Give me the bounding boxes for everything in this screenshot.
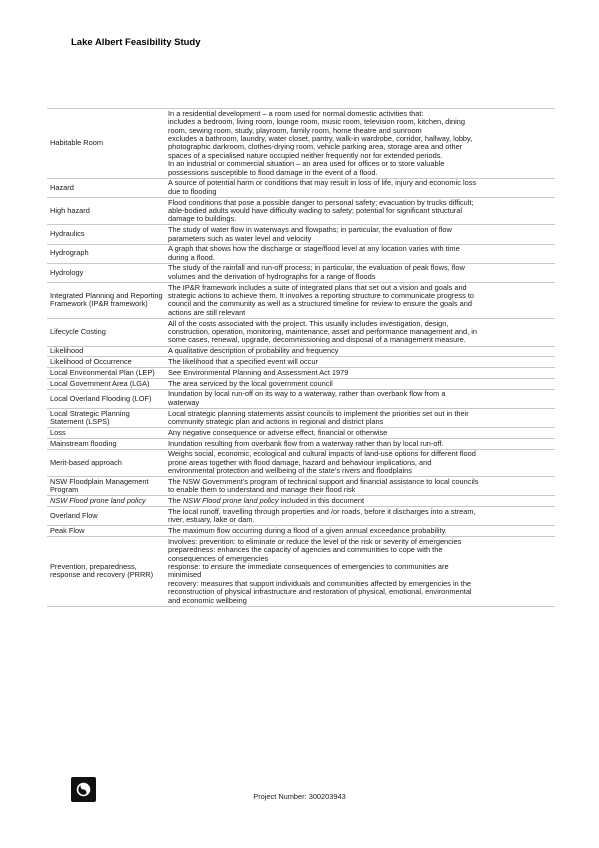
glossary-term: Likelihood [47, 346, 165, 357]
glossary-definition [165, 225, 555, 244]
glossary-row [47, 346, 555, 357]
definition-line: reconstruction of physical infrastructure and restoration of physical, emotional, environmental [168, 587, 472, 597]
glossary-term: Peak Flow [47, 526, 165, 537]
glossary-definition [165, 244, 555, 263]
glossary-row [47, 408, 555, 427]
glossary-row [47, 449, 555, 477]
definition-line: construction, operation, monitoring, maintenance, asset and performance management and, in [168, 327, 477, 337]
glossary-term: Local Government Area (LGA) [47, 378, 165, 389]
glossary-definition [165, 378, 555, 389]
definition-line: The local runoff, travelling through properties and /or roads, before it discharges into a stream, [168, 506, 476, 516]
definition-line: environmental protection and wellbeing of the state’s rivers and floodplains [168, 466, 412, 476]
definition-line: preparedness: enhances the capacity of agencies and communities to cope with the [168, 545, 443, 555]
definition-line: The area serviced by the local government council [168, 378, 333, 388]
definition-line: Inundation by local run-off on its way to a waterway, rather than overbank flow from a [168, 389, 446, 399]
definition-line: excludes a bathroom, laundry, water closet, pantry, walk-in wardrobe, corridor, hallway, lobby, [168, 133, 473, 143]
glossary-row [47, 507, 555, 526]
definition-line: A qualitative description of probability and frequency [168, 346, 339, 356]
document-title: Lake Albert Feasibility Study [71, 37, 201, 48]
definition-line: possessions susceptible to flood damage in the event of a flood. [168, 167, 378, 177]
definition-line: volumes and the derivation of hydrographs for a range of floods [168, 271, 376, 281]
glossary-term: Merit-based approach [47, 449, 165, 477]
glossary-row [47, 389, 555, 408]
glossary-row [47, 357, 555, 368]
glossary-term: Hydrology [47, 263, 165, 282]
glossary-row [47, 263, 555, 282]
glossary-term: Overland Flow [47, 507, 165, 526]
glossary-term: Prevention, preparedness, response and recovery (PRRR) [47, 537, 165, 607]
glossary-term: Habitable Room [47, 109, 165, 179]
glossary-term: Hazard [47, 178, 165, 197]
glossary-term: NSW Floodplain Management Program [47, 477, 165, 496]
definition-line: All of the costs associated with the project. This usually includes investigation, design, [168, 318, 449, 328]
definition-line: to enable them to understand and manage their flood risk [168, 485, 356, 495]
glossary-term: Loss [47, 428, 165, 439]
glossary-row [47, 378, 555, 389]
glossary-definition [165, 408, 555, 427]
definition-line: photographic darkroom, clothes-drying room, vehicle parking area, storage area and other [168, 142, 463, 152]
glossary-definition [165, 282, 555, 318]
glossary-row [47, 244, 555, 263]
definition-line: included in this document [280, 496, 364, 506]
definition-line: some cases, renewal, upgrade, decommissioning and disposal of a management measure. [168, 335, 466, 345]
definition-line: In an industrial or commercial situation – an area used for offices or to store valuable [168, 159, 445, 169]
glossary-table [47, 108, 555, 607]
glossary-row [47, 318, 555, 346]
glossary-definition [165, 537, 555, 607]
glossary-row [47, 178, 555, 197]
glossary-definition [165, 346, 555, 357]
glossary-definition [165, 507, 555, 526]
glossary-row [47, 225, 555, 244]
glossary-row [47, 496, 555, 507]
definition-line: The study of the rainfall and run-off process; in particular, the evaluation of peak flows, flow [168, 263, 465, 273]
definition-line: Inundation resulting from overbank flow from a waterway rather than by local run-off. [168, 438, 444, 448]
definition-line: waterway [168, 397, 200, 407]
glossary-row [47, 526, 555, 537]
definition-line: Local strategic planning statements assist councils to implement the priorities set out in their [168, 408, 469, 418]
definition-line: spaces of a specialised nature occupied neither frequently nor for extended periods. [168, 150, 443, 160]
definition-line: minimised [168, 570, 202, 580]
glossary-term: Integrated Planning and Reporting Framework (IP&R framework) [47, 282, 165, 318]
glossary-row [47, 438, 555, 449]
definition-line: Any negative consequence or adverse effect, financial or otherwise [168, 427, 388, 437]
glossary-row [47, 477, 555, 496]
glossary-term: Local Strategic Planning Statement (LSPS) [47, 408, 165, 427]
definition-line: The NSW Government’s program of technical support and financial assistance to local councils [168, 476, 479, 486]
glossary-definition [165, 389, 555, 408]
glossary-row [47, 282, 555, 318]
definition-line: Weighs social, economic, ecological and cultural impacts of land-use options for different flood [168, 449, 476, 459]
definition-line: recovery: measures that support individuals and communities affected by emergencies in the [168, 578, 472, 588]
glossary-definition [165, 109, 555, 179]
definition-line: In a residential development – a room used for normal domestic activities that: [168, 108, 424, 118]
definition-line: strategic actions to achieve them. It involves a reporting structure to communicate progress to [168, 291, 475, 301]
definition-line: The maximum flow occurring during a flood of a given annual exceedance probability. [168, 526, 447, 536]
glossary-term: Likelihood of Occurrence [47, 357, 165, 368]
glossary-row [47, 537, 555, 607]
definition-line: A source of potential harm or conditions that may result in loss of life, injury and economic loss [168, 178, 477, 188]
definition-line: parameters such as water level and velocity [168, 233, 312, 243]
glossary-definition [165, 197, 555, 225]
definition-line: Flood conditions that pose a possible danger to personal safety; evacuation by trucks difficult; [168, 197, 474, 207]
glossary-term: Local Environmental Plan (LEP) [47, 368, 165, 379]
glossary-term: NSW Flood prone land policy [47, 496, 165, 507]
definition-line: river, estuary, lake or dam. [168, 515, 255, 525]
glossary-definition [165, 263, 555, 282]
glossary-term: Mainstream flooding [47, 438, 165, 449]
glossary-term: Hydrograph [47, 244, 165, 263]
glossary-row [47, 197, 555, 225]
glossary-term: Local Overland Flooding (LOF) [47, 389, 165, 408]
glossary-definition [165, 318, 555, 346]
glossary-definition [165, 368, 555, 379]
definition-line: The IP&R framework includes a suite of integrated plans that set out a vision and goals and [168, 282, 467, 292]
definition-line: The likelihood that a specified event will occur [168, 357, 318, 367]
definition-line: able-bodied adults would have difficulty wading to safety; potential for significant structural [168, 205, 463, 215]
glossary-definition [165, 477, 555, 496]
definition-line: room, sewing room, study, playroom, family room, home theatre and sunroom [168, 125, 422, 135]
glossary-definition [165, 178, 555, 197]
definition-line: See Environmental Planning and Assessment Act 1979 [168, 367, 349, 377]
definition-line: response: to ensure the immediate consequences of emergencies to communities are [168, 562, 449, 572]
definition-line: Involves: prevention: to eliminate or reduce the level of the risk or severity of emergencies [168, 536, 462, 546]
definition-line: prone areas together with flood damage, hazard and behaviour implications, and [168, 457, 432, 467]
definition-line: due to flooding [168, 186, 217, 196]
glossary-definition [165, 496, 555, 507]
definition-line: and economic wellbeing [168, 595, 247, 605]
glossary-term: Lifecycle Costing [47, 318, 165, 346]
definition-line: consequences of emergencies [168, 553, 269, 563]
definition-italic-term: NSW Flood prone land policy [182, 496, 279, 506]
glossary-row [47, 109, 555, 179]
glossary-definition [165, 449, 555, 477]
glossary-definition [165, 526, 555, 537]
definition-line: The study of water flow in waterways and flowpaths; in particular, the evaluation of flow [168, 225, 452, 235]
glossary-term: Hydraulics [47, 225, 165, 244]
definition-line: damage to buildings. [168, 214, 237, 224]
definition-line: actions are still relevant [168, 307, 246, 317]
definition-line: council and the community as well as a structured timeline for review to ensure the goals and [168, 299, 472, 309]
definition-line: during a flood. [168, 252, 215, 262]
footer-project-number: Project Number: 300203943 [253, 792, 346, 801]
definition-line: A graph that shows how the discharge or stage/flood level at any location varies with time [168, 244, 460, 254]
glossary-row [47, 368, 555, 379]
definition-line: includes a bedroom, living room, lounge room, music room, television room, kitchen, dining [168, 117, 465, 127]
glossary-definition [165, 428, 555, 439]
definition-line: community strategic plan and actions in regional and district plans [168, 416, 384, 426]
definition-prefix: The [168, 496, 181, 506]
glossary-row [47, 428, 555, 439]
glossary-definition [165, 357, 555, 368]
glossary-definition [165, 438, 555, 449]
glossary-term: High hazard [47, 197, 165, 225]
